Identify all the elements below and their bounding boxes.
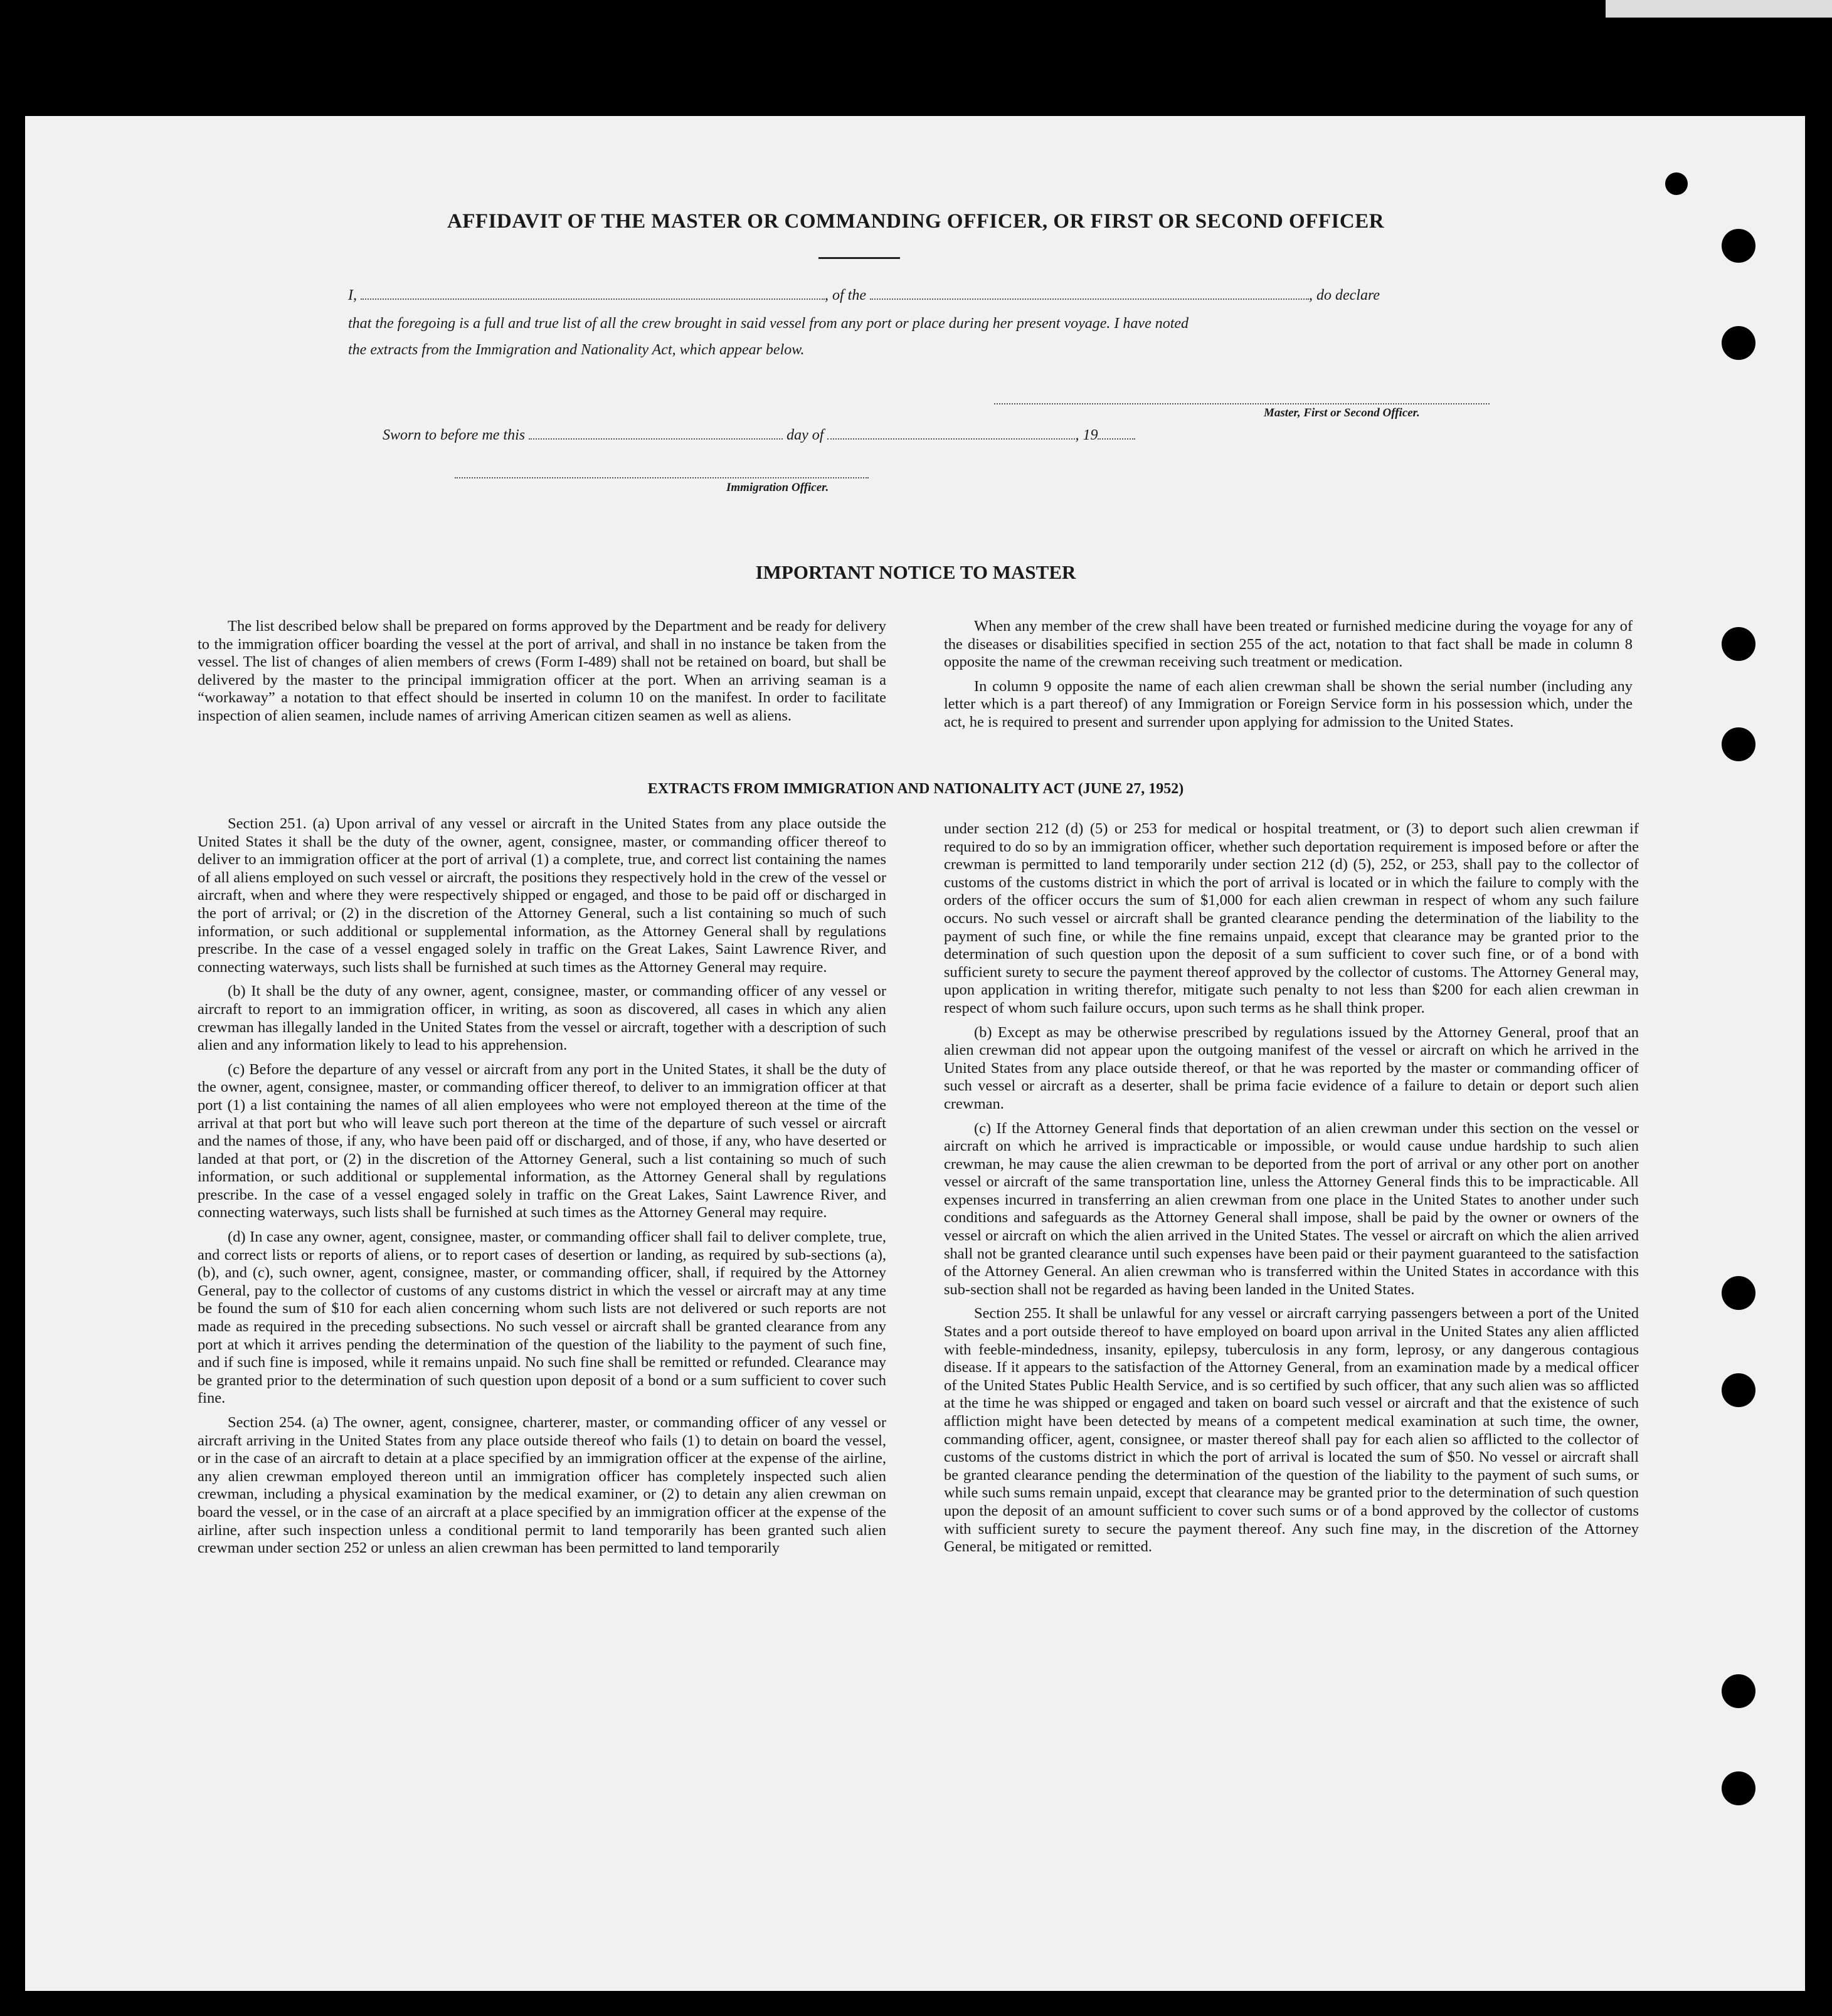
sworn-label: Sworn to before me this xyxy=(383,427,526,443)
notice-left-paragraph: The list described below shall be prepared on forms approved by the Department and be ready for delivery to the immigration officer boarding the vessel at the port of arrival, and shall in no instance be taken from the vessel. The list of changes of alien members of crews (Form I-489) shall not be retained on board, but shall be delivered by the master to the principal immigration officer at the port. When an arriving seaman is a “workaway” a notation to that effect should be inserted in column 10 on the manifest. In order to facilitate inspection of alien seamen, include names of arriving American citizen seamen as well as aliens. xyxy=(198,618,886,724)
officer-caption: Immigration Officer. xyxy=(726,481,829,494)
year-label: , 19 xyxy=(1075,427,1098,443)
affidavit-title: AFFIDAVIT OF THE MASTER OR COMMANDING OFFICER, OR FIRST OR SECOND OFFICER xyxy=(447,210,1385,233)
section-254-a: Section 254. (a) The owner, agent, consignee, charterer, master, or commanding officer of any vessel or aircraft arriving in the United States from any place outside thereof who fails (1) to detain on board the vessel, or in the case of an aircraft to detain at a place specified by an immigration officer at the expense of the airline, any alien crewman employed thereon until an immigration officer has completely inspected such alien crewman, including a physical examination by the medical examiner, or (2) to detain any alien crewman on board the vessel, or in the case of an aircraft at a place specified by an immigration officer at the expense of the airline, after such inspection unless a conditional permit to land temporarily has been granted such alien crewman under section 252 or unless an alien crewman has been permitted to land temporarily xyxy=(198,1414,886,1557)
punch-hole-7 xyxy=(1722,1674,1755,1708)
section-254-a-continued: under section 212 (d) (5) or 253 for medical or hospital treatment, or (3) to deport such alien crewman if required to do so by an immigration officer, whether such deportation requirement is imposed before or after the crewman is permitted to land temporarily under section 212 (d) (5), 252, or 253, shall pay to the collector of customs of the customs district in which the port of arrival is located or in which the failure to comply with the orders of the officer occurs the sum of $1,000 for each alien crewman in respect of whom any such failure occurs. No such vessel or aircraft shall be granted clearance pending the determination of the liability to the payment of such fine, or while the fine remains unpaid, except that clearance may be granted prior to the determination of such question upon the deposit of a sum sufficient to cover such fine, or of a bond with sufficient surety to secure the payment thereof approved by the collector of customs. The Attorney General may, upon application in writing therefor, mitigate such penalty to not less than $200 for each alien crewman in respect of whom such failure occurs, upon such terms as he shall think proper. xyxy=(944,820,1639,1016)
punch-hole-3 xyxy=(1722,627,1755,661)
master-caption: Master, First or Second Officer. xyxy=(1264,406,1420,420)
section-254-b: (b) Except as may be otherwise prescribed by regulations issued by the Attorney General, proof that an alien crewman did not appear upon the outgoing manifest of the vessel or aircraft on which he arrived in the United States from any place outside thereof, or that he was reported by the master or commanding officer of such vessel or aircraft as a deserter, shall be prima facie evidence of a failure to detain or deport such alien crewman. xyxy=(944,1023,1639,1112)
scan-corner-edge xyxy=(1606,0,1832,18)
notice-right-paragraph-2: In column 9 opposite the name of each alien crewman shall be shown the serial number (including any letter which is a part thereof) of any Immigration or Foreign Service form in his possession which, under the act, he is required to present and surrender upon applying for admission to the United States. xyxy=(944,677,1633,731)
section-255: Section 255. It shall be unlawful for any vessel or aircraft carrying passengers between a port of the United States and a port outside thereof to have employed on board upon arrival in the United States any alien afflicted with feeble-mindedness, insanity, epilepsy, tuberculosis in any form, leprosy, or any dangerous contagious disease. If it appears to the satisfaction of the Attorney General, from an examination made by a medical officer of the United States Public Health Service, and is so certified by such officer, that any such alien was so afflicted at the time he was shipped or engaged and taken on board such vessel or aircraft and that the existence of such affliction might have been detected by means of a competent medical examination at such time, the owner, commanding officer, agent, consignee, or master thereof shall pay for each alien so afflicted to the collector of customs of the customs district in which the port of arrival is located the sum of $50. No vessel or aircraft shall be granted clearance pending the determination of the question of the liability to the payment of such sums, or while such sums remain unpaid, except that clearance may be granted prior to the determination of such question upon the deposit of an amount sufficient to cover such sums or of a bond approved by the collector of customs with sufficient surety to secure the payment thereof. Any such fine may, in the discretion of the Attorney General, be mitigated or remitted. xyxy=(944,1305,1639,1556)
section-254-c: (c) If the Attorney General finds that deportation of an alien crewman under this section on the vessel or aircraft on which he arrived is impracticable or impossible, or would cause undue hardship to such alien crewman, he may cause the alien crewman to be deported from the port of arrival or any other port on another vessel or aircraft of the same transportation line, unless the Attorney General finds this to be impracticable. All expenses incurred in transferring an alien crewman from one place in the United States to another under such conditions and safeguards as the Attorney General shall impose, shall be paid by the owner or owners of the vessel or aircraft on which the alien arrived in the United States. The vessel or aircraft on which the alien arrived shall not be granted clearance until such expenses have been paid or their payment guaranteed to the satisfaction of the Attorney General. An alien crewman who is transferred within the United States in accordance with this sub-section shall not be regarded as having been landed in the United States. xyxy=(944,1119,1639,1298)
title-rule xyxy=(818,257,900,259)
sworn-year-field[interactable] xyxy=(1098,427,1135,440)
notice-right-paragraph-1: When any member of the crew shall have been treated or furnished medicine during the voyage for any of the diseases or disabilities specified in section 255 of the act, notation to that fact shall be made in column 8 opposite the name of the crewman receiving such treatment or medication. xyxy=(944,618,1633,671)
notice-right-column xyxy=(944,618,1633,738)
vessel-field[interactable] xyxy=(870,287,1309,300)
day-of-label: day of xyxy=(786,427,824,443)
punch-hole-5 xyxy=(1722,1276,1755,1310)
name-field[interactable] xyxy=(361,287,825,300)
sworn-month-field[interactable] xyxy=(827,427,1075,440)
master-signature-line[interactable] xyxy=(994,403,1490,404)
punch-hole-8 xyxy=(1722,1771,1755,1805)
declaration-line-1 xyxy=(348,287,1380,304)
notice-title: IMPORTANT NOTICE TO MASTER xyxy=(755,561,1076,583)
sworn-line xyxy=(383,427,1135,444)
section-251-d: (d) In case any owner, agent, consignee, master, or commanding officer shall fail to deliver complete, true, and correct lists or reports of aliens, or to report cases of desertion or landing, as required by sub-sections (a), (b), and (c), such owner, agent, consignee, master, or commanding officer, shall, if required by the Attorney General, pay to the collector of customs of any customs district in which the vessel or aircraft may at any time be found the sum of $10 for each alien concerning whom such lists are not delivered or such reports are not made as required in the preceding subsections. No such vessel or aircraft shall be granted clearance from any port at which it arrives pending the determination of the question of the liability to the payment of such fine, and if such fine is imposed, while it remains unpaid. No such fine shall be remitted or refunded. Clearance may be granted prior to the determination of such question upon deposit of a bond or a sum sufficient to cover such fine. xyxy=(198,1228,886,1407)
punch-hole-6 xyxy=(1722,1373,1755,1407)
officer-signature-line[interactable] xyxy=(455,477,869,478)
extracts-title: EXTRACTS FROM IMMIGRATION AND NATIONALITY ACT (JUNE 27, 1952) xyxy=(647,781,1184,797)
notice-left-column xyxy=(198,618,886,732)
punch-hole-4 xyxy=(1722,727,1755,761)
section-251-a: Section 251. (a) Upon arrival of any vessel or aircraft in the United States from any place outside the United States it shall be the duty of the owner, agent, consignee, master, or commanding officer thereof to deliver to an immigration officer at the port of arrival (1) a complete, true, and correct list containing the names of all aliens employed on such vessel or aircraft, the positions they respectively hold in the crew of the vessel or aircraft, when and where they were respectively shipped or engaged, and those to be paid off or discharged in the port of arrival; or (2) in the discretion of the Attorney General, such a list containing so much of such information, or such additional or supplemental information, as the Attorney General shall by regulations prescribe. In the case of a vessel engaged solely in traffic on the Great Lakes, Saint Lawrence River, and connecting waterways, such lists shall be furnished at such times as the Attorney General may require. xyxy=(198,815,886,976)
punch-mark xyxy=(1665,172,1688,195)
declaration-line-2: that the foregoing is a full and true list of all the crew brought in said vessel from any port or place during her present voyage. I have noted xyxy=(348,315,1189,332)
punch-hole-1 xyxy=(1722,229,1755,263)
declaration-line-3: the extracts from the Immigration and Nationality Act, which appear below. xyxy=(348,342,805,358)
section-251-c: (c) Before the departure of any vessel or aircraft from any port in the United States, it shall be the duty of the owner, agent, consignee, master, or commanding officer thereof, to deliver to an immigration officer at that port (1) a list containing the names of all alien employees who were not employed thereon at the time of the arrival at that port but who will leave such port thereon at the time of the departure of such vessel or aircraft and the names of those, if any, who have been paid off or discharged, and of those, if any, who have deserted or landed at that port, or (2) in the discretion of the Attorney General, such a list containing so much of such information, or such additional or supplemental information, as the Attorney General shall by regulations prescribe. In the case of a vessel engaged solely in traffic on the Great Lakes, Saint Lawrence River, and connecting waterways, such lists shall be furnished at such times as the Attorney General may require. xyxy=(198,1060,886,1222)
declaration-of-the: , of the xyxy=(825,287,866,303)
punch-hole-2 xyxy=(1722,326,1755,360)
sworn-day-field[interactable] xyxy=(529,427,783,440)
extracts-left-column xyxy=(198,815,886,1564)
declaration-i: I, xyxy=(348,287,357,303)
declaration-declare: , do declare xyxy=(1309,287,1380,303)
extracts-right-column xyxy=(944,820,1639,1563)
section-251-b: (b) It shall be the duty of any owner, agent, consignee, master, or commanding officer of any vessel or aircraft to report to an immigration officer, in writing, as soon as discovered, all cases in which any alien crewman has illegally landed in the United States from the vessel or aircraft, together with a description of such alien and any information likely to lead to his apprehension. xyxy=(198,983,886,1054)
